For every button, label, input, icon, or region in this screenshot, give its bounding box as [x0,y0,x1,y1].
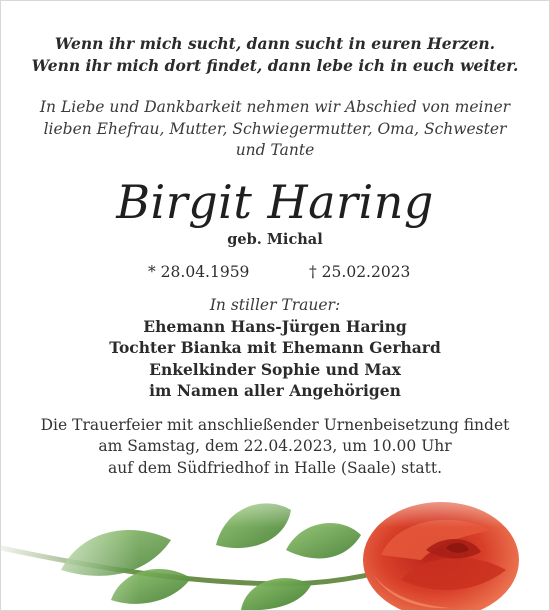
poem-line: Wenn ihr mich sucht, dann sucht in euren Herzen. [54,34,496,53]
birth-date: * 28.04.1959 [148,262,250,281]
mourning-title: In stiller Trauer: [209,295,341,314]
death-date: † 25.02.2023 [309,262,411,281]
poem-line: Wenn ihr mich dort findet, dann lebe ich in euch weiter. [31,56,519,75]
obituary-content [1,33,549,479]
mourner-line: Enkelkinder Sophie und Max [149,359,401,379]
deceased-name: Birgit Haring [116,174,434,229]
poem [1,33,549,77]
funeral-details [1,415,549,480]
funeral-line: am Samstag, dem 22.04.2023, um 10.00 Uhr [98,437,452,455]
funeral-line: Die Trauerfeier mit anschließender Urnenbeisetzung findet [40,415,510,434]
birth-name: geb. Michal [227,230,323,248]
intro-text [1,97,549,162]
mourner-line: Tochter Bianka mit Ehemann Gerhard [109,338,441,357]
intro-line: In Liebe und Dankbarkeit nehmen wir Abschied von meiner [39,98,511,116]
mourner-line: Ehemann Hans-Jürgen Haring [143,316,407,336]
intro-line: und Tante [235,141,315,159]
life-dates [1,262,549,282]
rose-image [1,460,550,610]
mourners-list [1,316,549,402]
mourner-line: im Namen aller Angehörigen [149,381,401,400]
intro-line: lieben Ehefrau, Mutter, Schwiegermutter, Oma, Schwester [43,119,507,138]
funeral-line: auf dem Südfriedhof in Halle (Saale) statt. [107,458,442,477]
